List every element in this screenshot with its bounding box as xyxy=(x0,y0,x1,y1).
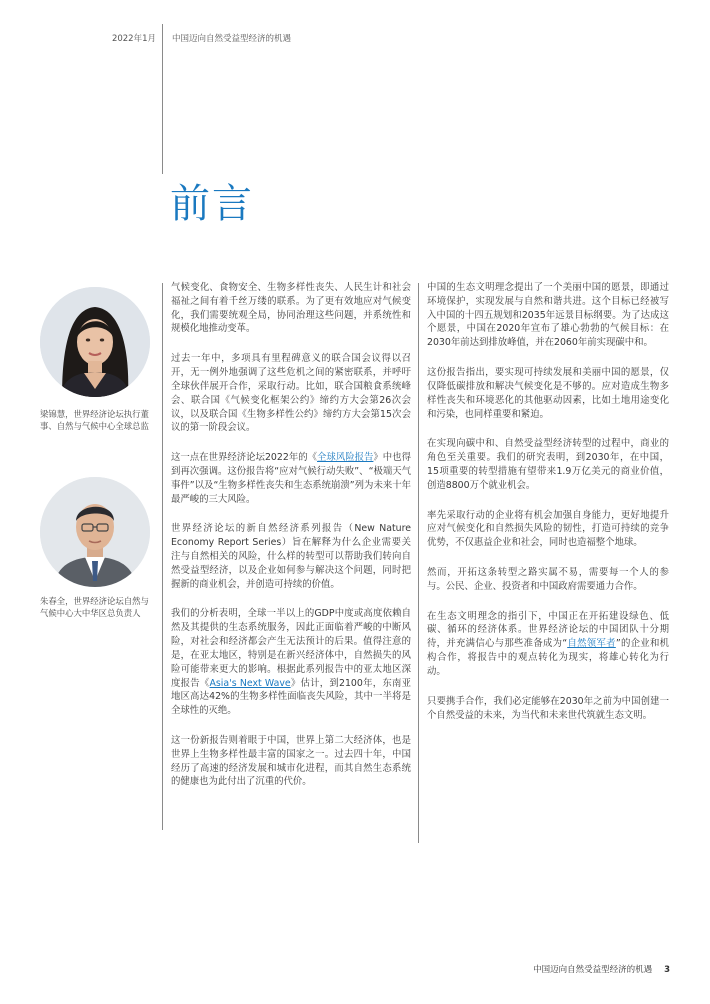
portrait-name-1: 梁锦慧 xyxy=(40,409,66,419)
portrait-caption-2 xyxy=(40,595,152,619)
nature-champions-link[interactable]: 自然领军者 xyxy=(567,638,616,650)
paragraph: 然而，开拓这条转型之路实属不易，需要每一个人的参与。公民、企业、投资者和中国政府需要通力合作。 xyxy=(427,567,669,592)
header-date: 2022年1月 xyxy=(111,34,156,44)
header-report-title: 中国迈向自然受益型经济的机遇 xyxy=(172,34,292,44)
page-title: 前言 xyxy=(170,181,254,227)
portrait-caption-1 xyxy=(40,408,152,432)
middle-column-divider xyxy=(418,283,419,843)
paragraph: 我们的分析表明，全球一半以上的GDP中度或高度依赖自然及其提供的生态系统服务，因此正面临着严峻的中断风险，对社会和经济都会产生无法预计的后果。值得注意的是，在亚太地区，特别是在新兴经济体中，自然损失的风险可能带来更大的影响。根据此系列报告中的亚太地区深度报告《Asia's Next Wave》估计，到2100年，东南亚地区高达42%的生物多样性面临丧失风险，其中一半将是全球性的灭绝。 xyxy=(171,608,411,717)
paragraph: 这一份新报告则着眼于中国，世界上第二大经济体，也是世界上生物多样性最丰富的国家之一。过去四十年，中国经历了高速的经济发展和城市化进程，而其自然生态系统的健康也为此付出了沉重的代价。 xyxy=(171,734,411,788)
portrait-photo-1 xyxy=(40,287,150,397)
body-column-2 xyxy=(427,281,669,738)
paragraph: 只要携手合作，我们必定能够在2030年之前为中国创建一个自然受益的未来，为当代和未来世代筑就生态文明。 xyxy=(427,695,669,721)
body-column-1 xyxy=(171,281,411,805)
paragraph: 率先采取行动的企业将有机会加强自身能力，更好地提升应对气候变化和自然损失风险的韧性，打造可持续的竞争优势，不仅惠益企业和社会，同时也造福整个地球。 xyxy=(427,509,669,549)
asias-next-wave-link[interactable]: Asia's Next Wave xyxy=(209,677,291,689)
paragraph: 过去一年中，多项具有里程碑意义的联合国会议得以召开，无一例外地强调了这些危机之间的紧密联系，并呼吁全球伙伴展开合作，采取行动。比如，联合国粮食系统峰会、联合国《气候变化框架公约》缔约方大会第26次会议，以及联合国《生物多样性公约》缔约方大会第15次会议的第一阶段会议。 xyxy=(171,353,411,434)
page-number: 3 xyxy=(664,965,670,975)
portrait-role-1: ，世界经济论坛执行董事、自然与气候中心全球总监 xyxy=(40,409,149,432)
left-column-divider xyxy=(162,283,163,830)
paragraph: 在生态文明理念的指引下，中国正在开拓建设绿色、低碳、循环的经济体系。世界经济论坛的中国团队十分期待，并充满信心与那些准备成为“自然领军者”的企业和机构合作，将报告中的观点转化为现实，将雄心转化为行动。 xyxy=(427,610,669,677)
page-footer xyxy=(533,963,670,975)
paragraph: 这一点在世界经济论坛2022年的《全球风险报告》中也得到再次强调。这份报告将“应对气候行动失败”、“极端天气事件”以及“生物多样性丧失和生态系统崩溃”列为未来十年最严峻的三大风险。 xyxy=(171,452,411,505)
paragraph: 这份报告指出，要实现可持续发展和美丽中国的愿景，仅仅降低碳排放和解决气候变化是不够的。应对造成生物多样性丧失和环境恶化的其他驱动因素，比如土地用途变化和污染，也同样重要和紧迫。 xyxy=(427,367,669,420)
footer-title: 中国迈向自然受益型经济的机遇 xyxy=(533,965,653,975)
global-risks-report-link[interactable]: 全球风险报告 xyxy=(317,452,374,464)
paragraph: 气候变化、食物安全、生物多样性丧失、人民生计和社会福祉之间有着千丝万缕的联系。为了更有效地应对气候变化，我们需要统观全局，协同治理这些问题，并系统性和规模化地推动变革。 xyxy=(171,282,411,335)
paragraph: 世界经济论坛的新自然经济系列报告（New Nature Economy Report Series）旨在解释为什么企业需要关注与自然相关的风险，什么样的转型可以帮助我们转向自然受益型经济，以及企业如何参与解决这个问题，同时把握新的商业机会，并创造可持续的价值。 xyxy=(171,523,411,590)
paragraph: 中国的生态文明理念提出了一个美丽中国的愿景，即通过环境保护，实现发展与自然和谐共进。这个目标已经被写入中国的十四五规划和2035年远景目标纲要。为了达成这个愿景，中国在2020年宣布了雄心勃勃的气候目标：在2030年前达到排放峰值，并在2060年前实现碳中和。 xyxy=(427,282,669,349)
header-divider xyxy=(162,24,163,174)
portrait-role-2: ，世界经济论坛自然与气候中心大中华区总负责人 xyxy=(40,596,149,619)
portrait-photo-2 xyxy=(40,477,150,587)
portrait-name-2: 朱春全 xyxy=(40,596,66,606)
paragraph: 在实现向碳中和、自然受益型经济转型的过程中，商业的角色至关重要。我们的研究表明，到2030年，在中国，15项重要的转型措施有望带来1.9万亿美元的商业价值，创造8800万个就业机会。 xyxy=(427,438,669,491)
